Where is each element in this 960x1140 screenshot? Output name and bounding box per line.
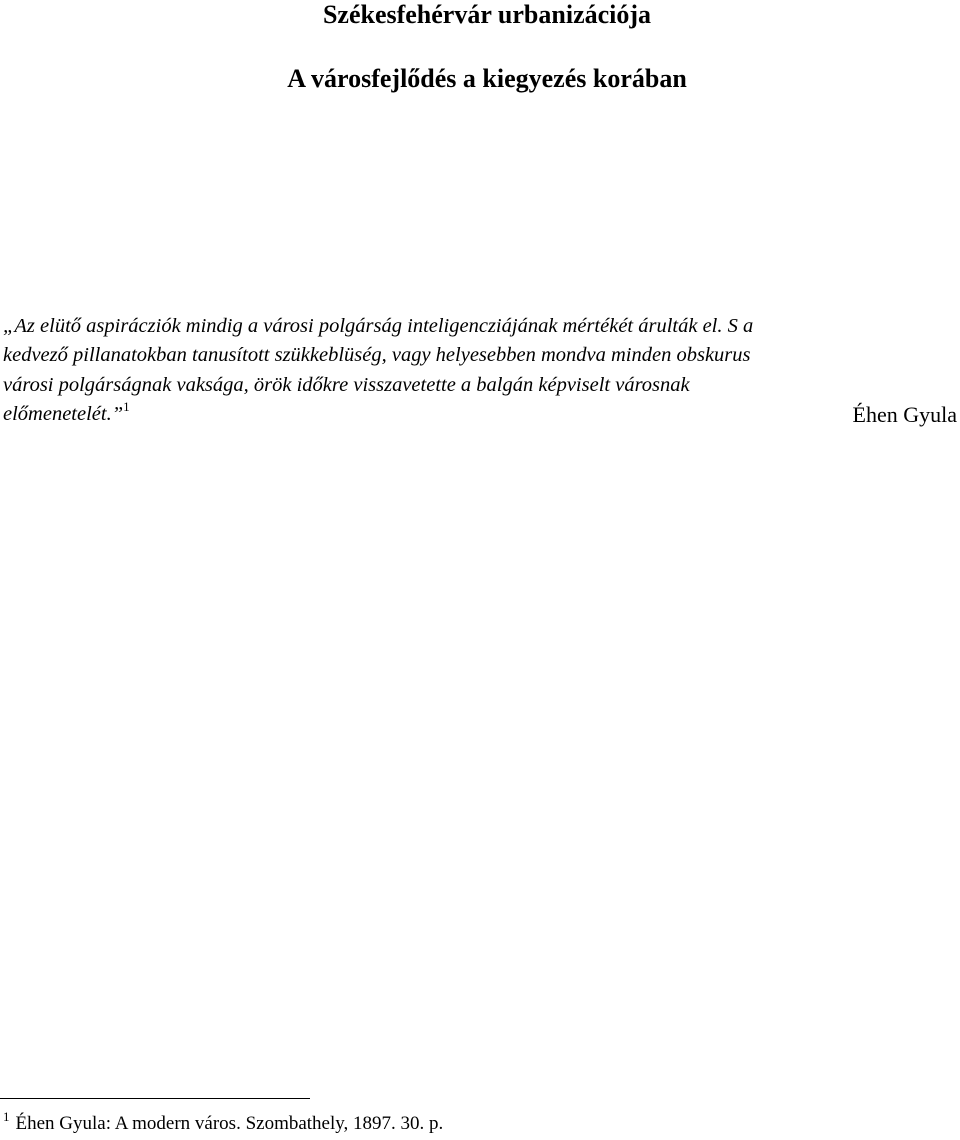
footnote-reference[interactable]: 1 — [123, 398, 130, 414]
footnote-number: 1 — [3, 1109, 10, 1124]
quote-line: előmenetelét.” — [3, 402, 124, 425]
page-subtitle: A városfejlődés a kiegyezés korában — [287, 64, 687, 93]
quote-author: Éhen Gyula — [852, 401, 957, 427]
quote-last-line — [3, 400, 957, 429]
footnote — [0, 1109, 960, 1136]
quote-line: „Az elütő aspirácziók mindig a városi polgárság inteligencziájának mértékét árulták el. S a — [3, 315, 754, 337]
epigraph-quote — [3, 312, 957, 429]
quote-line-end — [3, 400, 130, 429]
quote-line: kedvező pillanatokban tanusított szükkeblüség, vagy helyesebben mondva minden obskurus — [3, 344, 751, 367]
page-title: Székesfehérvár urbanizációja — [322, 0, 652, 29]
footnote-text: Éhen Gyula: A modern város. Szombathely, 1897. 30. p. — [15, 1113, 444, 1134]
quote-line: városi polgárságnak vaksága, örök időkre visszavetette a balgán képviselt városnak — [3, 373, 690, 396]
footnote-separator — [0, 1098, 310, 1099]
